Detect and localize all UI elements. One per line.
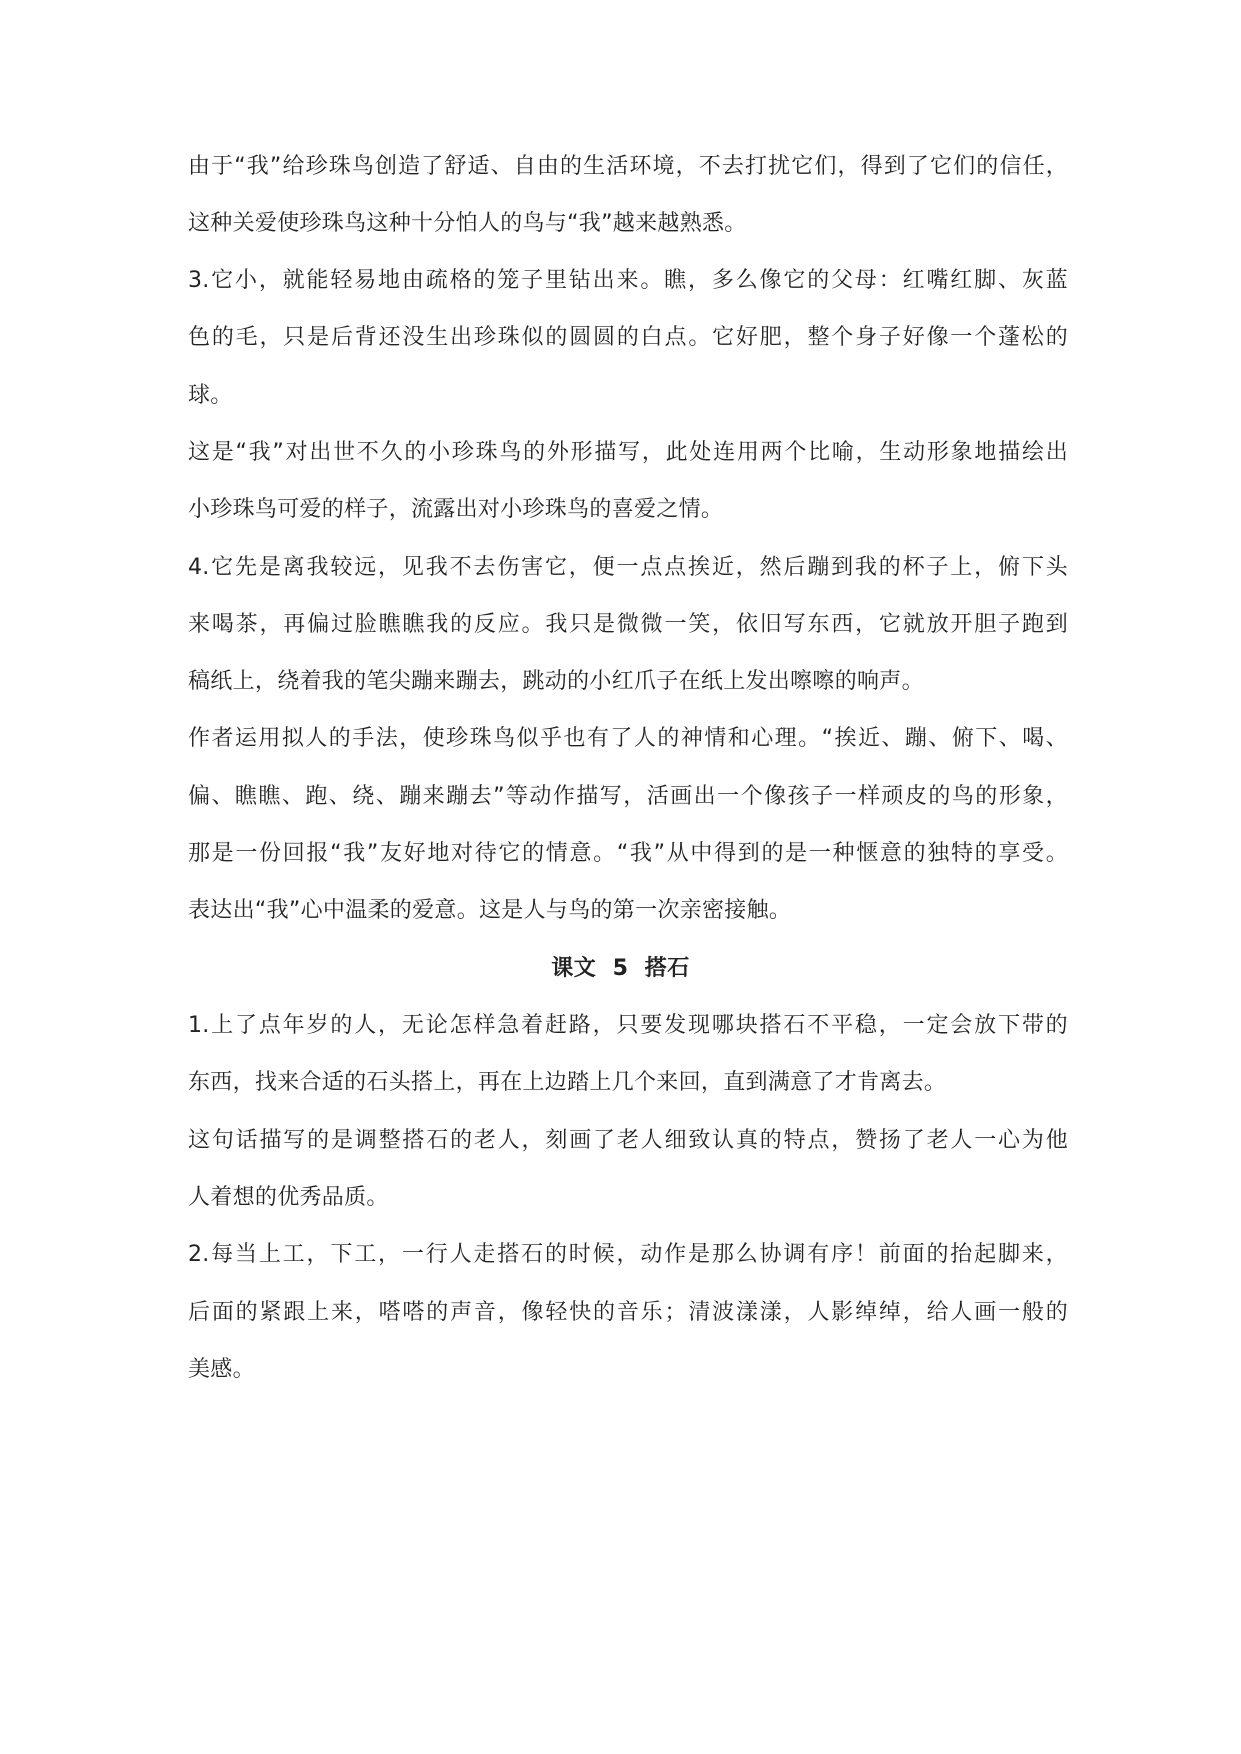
text-line: 这是“我”对出世不久的小珍珠鸟的外形描写，此处连用两个比喻，生动形象地描绘出 — [188, 440, 1068, 465]
text-line: 作者运用拟人的手法，使珍珠鸟似乎也有了人的神情和心理。“挨近、蹦、俯下、喝、 — [188, 726, 1068, 751]
section-heading: 课文 5 搭石 — [551, 956, 690, 981]
text-line: 人着想的优秀品质。 — [188, 1185, 389, 1210]
text-line: 2.每当上工，下工，一行人走搭石的时候，动作是那么协调有序！前面的抬起脚来， — [188, 1242, 1068, 1267]
text-line: 后面的紧跟上来，嗒嗒的声音，像轻快的音乐；清波漾漾，人影绰绰，给人画一般的 — [188, 1300, 1068, 1325]
text-line: 美感。 — [188, 1357, 255, 1382]
text-line: 色的毛，只是后背还没生出珍珠似的圆圆的白点。它好肥，整个身子好像一个蓬松的 — [188, 325, 1068, 350]
text-line: 这句话描写的是调整搭石的老人，刻画了老人细致认真的特点，赞扬了老人一心为他 — [188, 1128, 1068, 1153]
text-line: 偏、瞧瞧、跑、绕、蹦来蹦去”等动作描写，活画出一个像孩子一样顽皮的鸟的形象， — [188, 784, 1068, 809]
text-line: 小珍珠鸟可爱的样子，流露出对小珍珠鸟的喜爱之情。 — [188, 497, 724, 522]
text-line: 这种关爱使珍珠鸟这种十分怕人的鸟与“我”越来越熟悉。 — [188, 211, 747, 236]
text-line: 球。 — [188, 383, 233, 408]
text-line: 那是一份回报“我”友好地对待它的情意。“我”从中得到的是一种惬意的独特的享受。 — [188, 841, 1068, 866]
text-line: 1.上了点年岁的人，无论怎样急着赶路，只要发现哪块搭石不平稳，一定会放下带的 — [188, 1013, 1068, 1038]
text-line: 4.它先是离我较远，见我不去伤害它，便一点点挨近，然后蹦到我的杯子上，俯下头 — [188, 555, 1068, 580]
text-line: 来喝茶，再偏过脸瞧瞧我的反应。我只是微微一笑，依旧写东西，它就放开胆子跑到 — [188, 612, 1068, 637]
text-line: 东西，找来合适的石头搭上，再在上边踏上几个来回，直到满意了才肯离去。 — [188, 1070, 947, 1095]
text-line: 3.它小，就能轻易地由疏格的笼子里钻出来。瞧，多么像它的父母：红嘴红脚、灰蓝 — [188, 268, 1068, 293]
text-line: 稿纸上，绕着我的笔尖蹦来蹦去，跳动的小红爪子在纸上发出嚓嚓的响声。 — [188, 669, 924, 694]
text-line: 表达出“我”心中温柔的爱意。这是人与鸟的第一次亲密接触。 — [188, 898, 792, 923]
text-line: 由于“我”给珍珠鸟创造了舒适、自由的生活环境，不去打扰它们，得到了它们的信任， — [188, 154, 1068, 179]
